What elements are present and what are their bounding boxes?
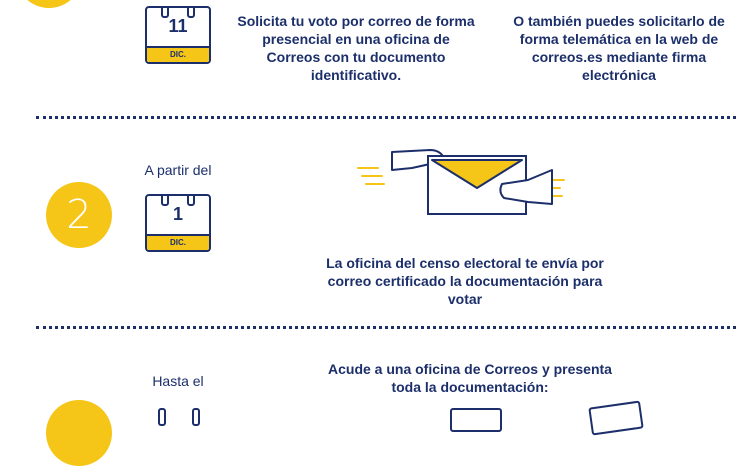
step-1-circle xyxy=(16,0,82,8)
calendar-month: DIC. xyxy=(147,46,209,62)
calendar-icon xyxy=(145,194,211,252)
divider-1 xyxy=(36,116,736,119)
calendar-icon xyxy=(158,408,166,426)
step-3-circle xyxy=(46,400,112,466)
step-3-label: Hasta el xyxy=(152,373,204,389)
document-icon xyxy=(588,401,643,436)
step-2-circle: 2 xyxy=(46,182,112,248)
step-2-label: A partir del xyxy=(144,162,212,178)
step-3-text: Acude a una oficina de Correos y presenta toda la documentación: xyxy=(328,361,612,395)
envelope-hands-icon xyxy=(352,140,572,220)
divider-2 xyxy=(36,326,736,329)
calendar-day: 11 xyxy=(168,16,188,36)
step-1-text-telematica: O también puedes solicitarlo de forma telemática en la web de correos.es mediante firma electrónica xyxy=(513,13,725,83)
document-icon xyxy=(450,408,502,432)
calendar-day: 1 xyxy=(172,204,183,224)
calendar-month: DIC. xyxy=(147,234,209,250)
calendar-icon xyxy=(145,6,211,64)
step-2-text: La oficina del censo electoral te envía por correo certificado la documentación para votar xyxy=(326,255,604,307)
calendar-icon xyxy=(192,408,200,426)
step-1-text-presencial: Solicita tu voto por correo de forma presencial en una oficina de Correos con tu documento identificativo. xyxy=(237,13,475,83)
